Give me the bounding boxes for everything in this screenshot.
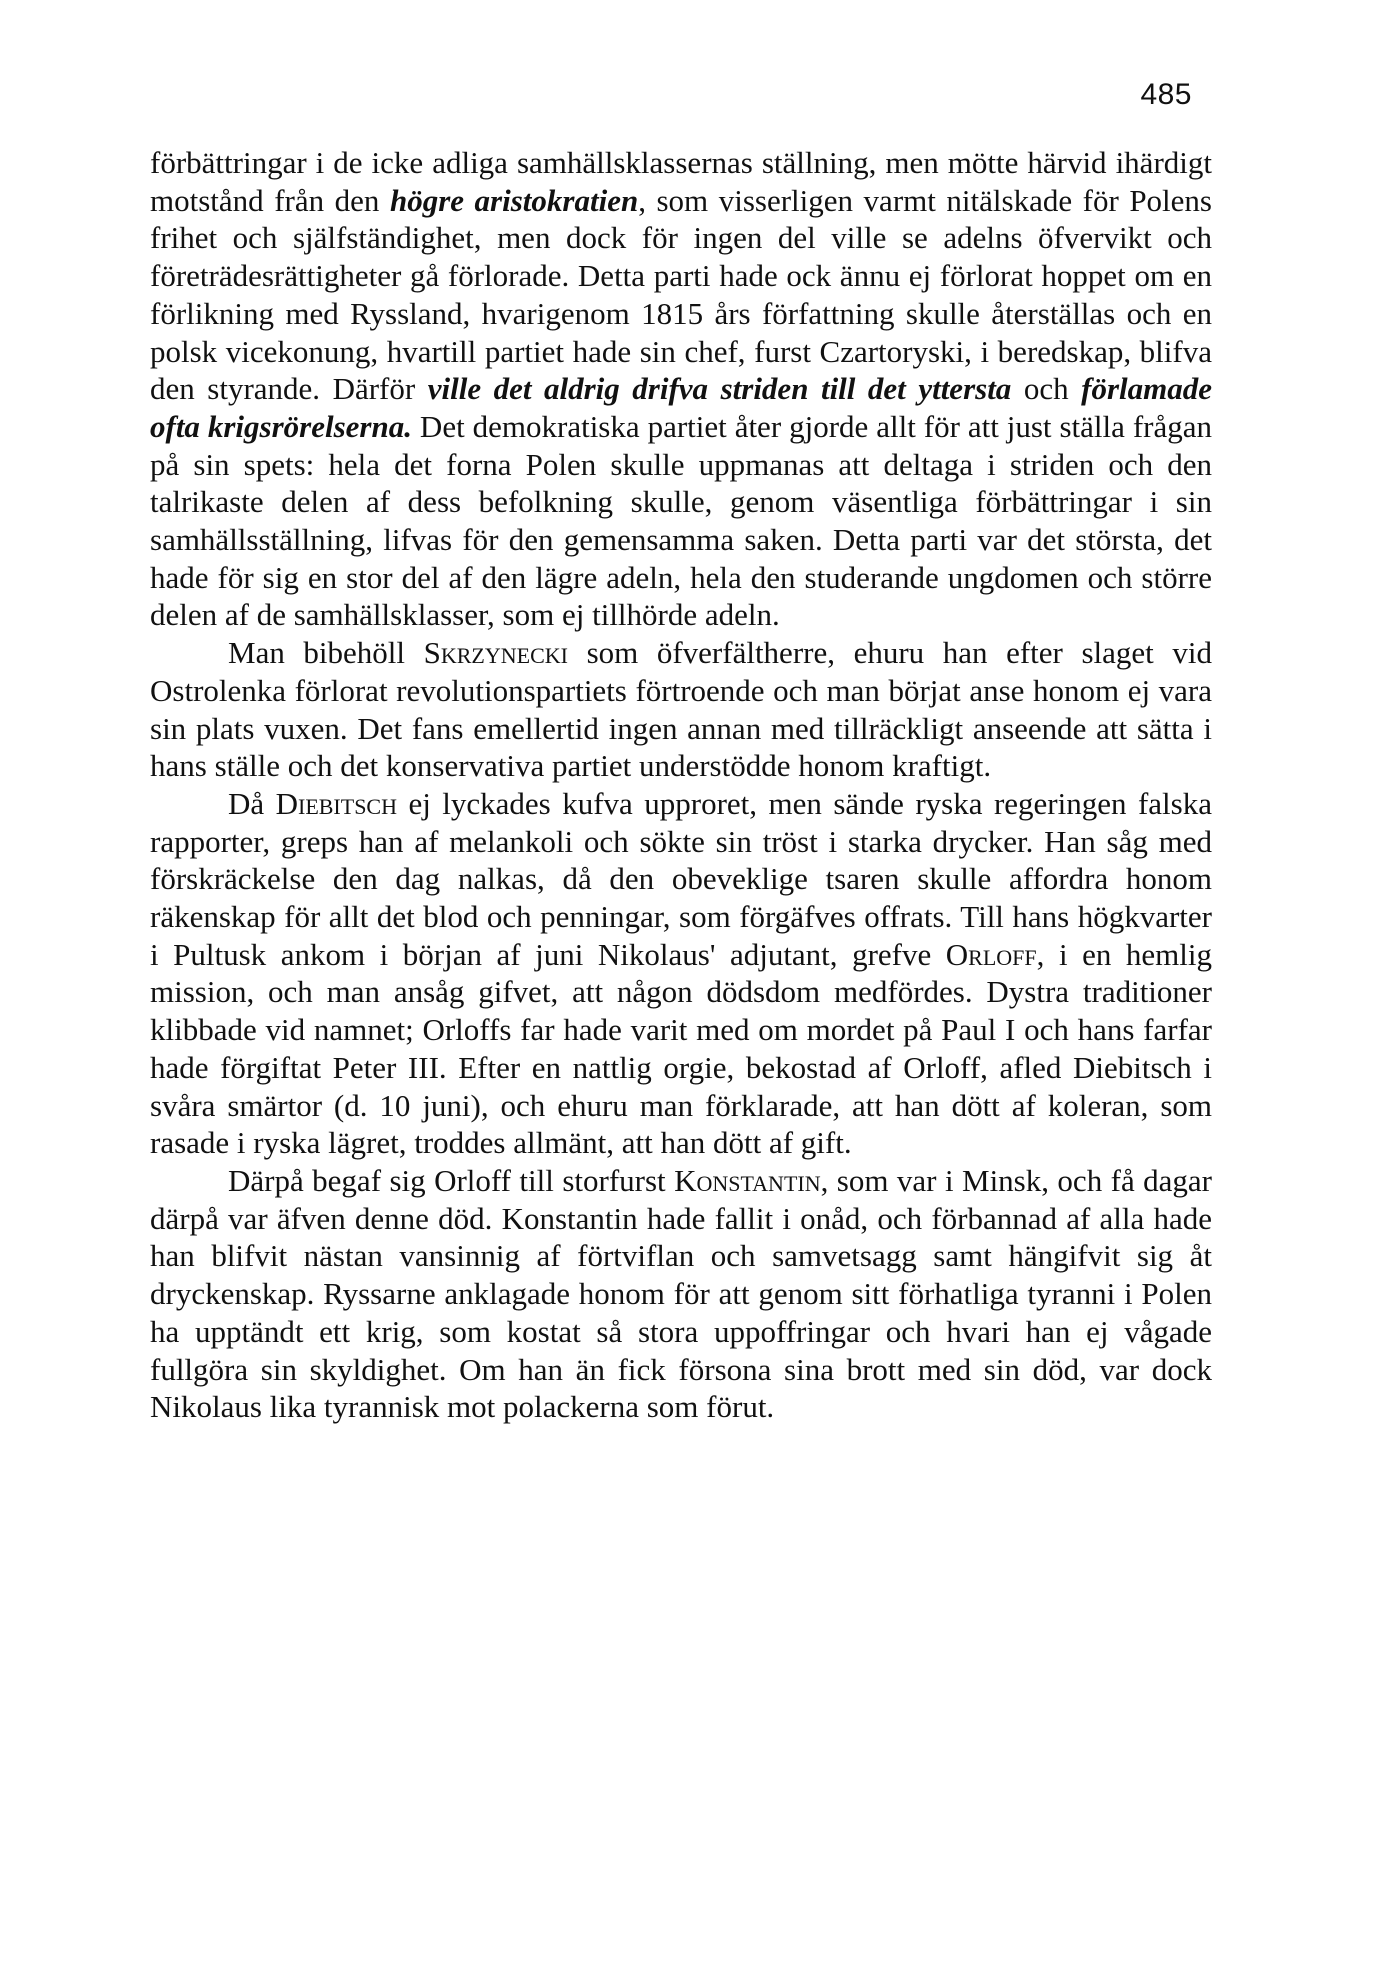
person-name: Skrzynecki bbox=[423, 635, 568, 671]
person-name: Diebitsch bbox=[275, 785, 397, 821]
text-segment: och bbox=[1011, 371, 1082, 407]
text-segment: Man bibehöll bbox=[228, 635, 424, 671]
paragraph-2 bbox=[150, 634, 1212, 785]
emphasized-phrase: förlamade ofta krigsrörelserna. bbox=[150, 371, 1212, 444]
paragraph-4 bbox=[150, 1162, 1212, 1426]
text-segment: som öfverfältherre, ehuru han efter slaget vid Ostrolenka förlorat revolutionspartiets förtroende och man börjat anse honom ej vara sin plats vuxen. Det fans emellertid ingen annan med tillräckligt anseende att sätta i hans ställe och det konservativa partiet understödde honom kraftigt. bbox=[150, 635, 1212, 784]
text-segment: Då bbox=[228, 785, 276, 821]
text-segment: ej lyckades kufva upproret, men sände ryska regeringen falska rapporter, greps han af melankoli och sökte sin tröst i starka drycker. Han såg med förskräckelse den dag nalkas, då den obeveklige tsaren skulle affordra honom räkenskap för allt det blod och penningar, som förgäfves offrats. Till hans högkvarter i Pultusk ankom i början af juni Nikolaus' adjutant, grefve bbox=[150, 785, 1212, 972]
text-segment: förbättringar i de icke adliga samhällsklassernas ställning, men mötte härvid ihärdigt motstånd från den bbox=[150, 145, 1212, 218]
person-name: Konstantin bbox=[674, 1162, 821, 1198]
page-number: 485 bbox=[1140, 78, 1192, 111]
text-segment: , i en hemlig mission, och man ansåg gifvet, att någon dödsdom medfördes. Dystra traditioner klibbade vid namnet; Orloffs far hade varit med om mordet på Paul I och hans farfar hade förgiftat Peter III. Efter en nattlig orgie, bekostad af Orloff, afled Diebitsch i svåra smärtor (d. 10 juni), och ehuru man förklarade, att han dött af koleran, som rasade i ryska lägret, troddes allmänt, att han dött af gift. bbox=[150, 936, 1212, 1161]
text-segment: , som visserligen varmt nitälskade för Polens frihet och själfständighet, men dock för ingen del ville se adelns öfvervikt och företrädesrättigheter gå förlorade. Detta parti hade ock ännu ej förlorat hoppet om en förlikning med Ryssland, hvarigenom 1815 års författning skulle återställas och en polsk vicekonung, hvartill partiet hade sin chef, furst Czartoryski, i beredskap, blifva den styrande. Därför bbox=[150, 182, 1212, 407]
emphasized-phrase: högre aristokratien bbox=[389, 182, 639, 218]
emphasized-phrase: ville det aldrig drifva striden till det yttersta bbox=[427, 371, 1012, 407]
text-segment: Därpå begaf sig Orloff till storfurst bbox=[228, 1162, 675, 1198]
text-segment: Det demokratiska partiet åter gjorde allt för att just ställa frågan på sin spets: hela det forna Polen skulle uppmanas att deltaga i striden och den talrikaste delen af dess befolkning skulle, genom väsentliga förbättringar i sin samhällsställning, lifvas för den gemensamma saken. Detta parti var det största, det hade för sig en stor del af den lägre adeln, hela den studerande ungdomen och större delen af de samhällsklasser, som ej tillhörde adeln. bbox=[150, 408, 1212, 633]
text-segment: , som var i Minsk, och få dagar därpå var äfven denne död. Konstantin hade fallit i onåd, och förbannad af alla hade han blifvit nästan vansinnig af förtviflan och samvetsagg samt hängifvit sig åt dryckenskap. Ryssarne anklagade honom för att genom sitt förhatliga tyranni i Polen ha upptändt ett krig, som kostat så stora uppoffringar och hvari han ej vågade fullgöra sin skyldighet. Om han än fick försona sina brott med sin död, var dock Nikolaus lika tyrannisk mot polackerna som förut. bbox=[150, 1162, 1213, 1425]
body-text bbox=[150, 144, 1212, 1426]
paragraph-3 bbox=[150, 785, 1212, 1162]
paragraph-1 bbox=[150, 144, 1212, 634]
person-name: Orloff bbox=[945, 936, 1037, 972]
